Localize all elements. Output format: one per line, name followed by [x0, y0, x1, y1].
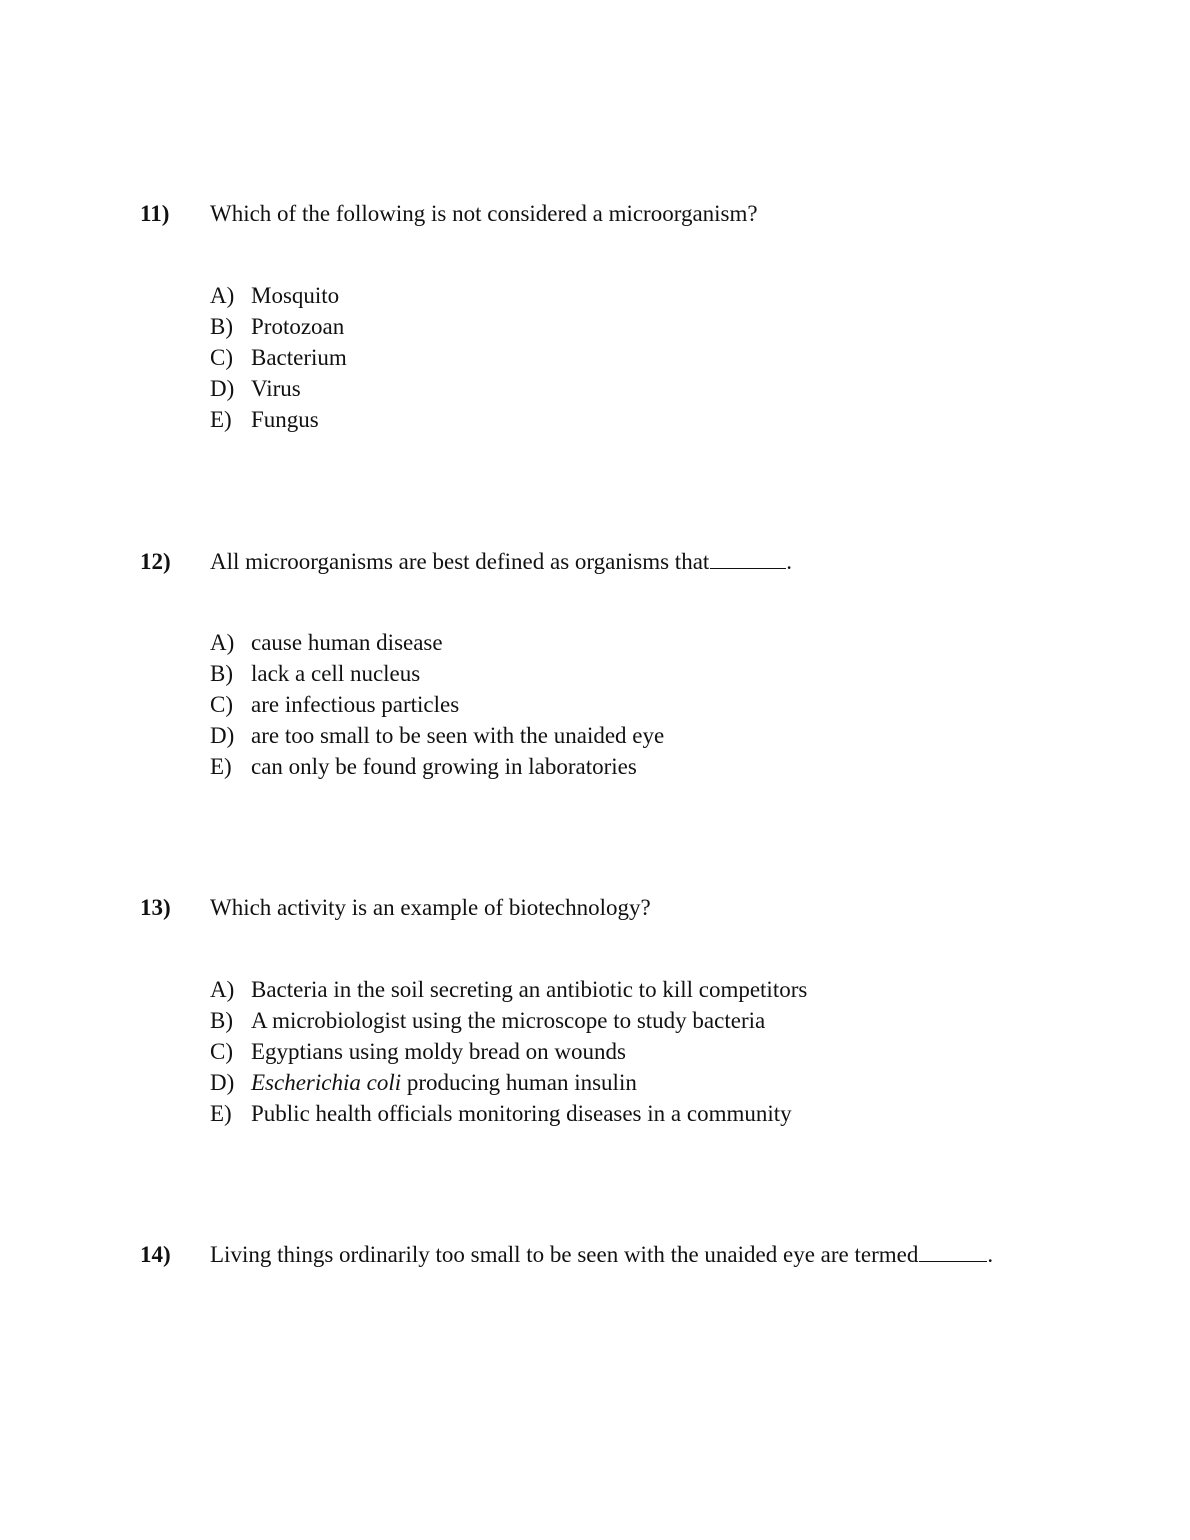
- question-tail: .: [987, 1242, 994, 1267]
- option-letter: B): [210, 314, 233, 339]
- answer-options: [210, 280, 347, 435]
- option-text: Mosquito: [251, 283, 340, 308]
- option-text: are too small to be seen with the unaided eye: [251, 723, 665, 748]
- answer-blank: [710, 548, 786, 569]
- option-a[interactable]: [210, 974, 807, 1005]
- option-text: can only be found growing in laboratories: [251, 754, 637, 779]
- question-stem: Which of the following is not considered a microorganism?: [210, 201, 758, 226]
- option-letter: B): [210, 1008, 233, 1033]
- option-c[interactable]: [210, 1036, 807, 1067]
- option-letter: E): [210, 407, 232, 432]
- option-e[interactable]: [210, 751, 664, 782]
- option-letter: C): [210, 692, 233, 717]
- answer-blank: [919, 1241, 987, 1262]
- option-letter: A): [210, 630, 235, 655]
- option-text: Public health officials monitoring diseases in a community: [251, 1101, 792, 1126]
- option-text: Egyptians using moldy bread on wounds: [251, 1039, 626, 1064]
- option-d[interactable]: [210, 373, 347, 404]
- option-letter: D): [210, 723, 235, 748]
- question-text: [210, 547, 792, 577]
- option-letter: A): [210, 977, 235, 1002]
- option-c[interactable]: [210, 689, 664, 720]
- question-number: 12): [140, 549, 171, 574]
- question-text: [210, 893, 651, 923]
- question-text: [210, 199, 758, 229]
- option-b[interactable]: [210, 311, 347, 342]
- option-letter: B): [210, 661, 233, 686]
- option-letter: E): [210, 1101, 232, 1126]
- option-text: Protozoan: [251, 314, 345, 339]
- option-d[interactable]: [210, 1067, 807, 1098]
- option-text: Bacterium: [251, 345, 347, 370]
- option-b[interactable]: [210, 658, 664, 689]
- option-letter: A): [210, 283, 235, 308]
- option-text: Virus: [251, 376, 301, 401]
- option-text: Bacteria in the soil secreting an antibiotic to kill competitors: [251, 977, 808, 1002]
- option-text: lack a cell nucleus: [251, 661, 421, 686]
- option-species-name: Escherichia coli: [251, 1070, 402, 1095]
- option-letter: C): [210, 1039, 233, 1064]
- option-letter: C): [210, 345, 233, 370]
- option-letter: D): [210, 376, 235, 401]
- question-number: 11): [140, 201, 170, 226]
- question-tail: .: [786, 549, 793, 574]
- question-stem: Living things ordinarily too small to be seen with the unaided eye are termed: [210, 1242, 919, 1267]
- option-text: cause human disease: [251, 630, 443, 655]
- option-b[interactable]: [210, 1005, 807, 1036]
- answer-options: [210, 974, 807, 1129]
- question-stem: Which activity is an example of biotechnology?: [210, 895, 651, 920]
- option-d[interactable]: [210, 720, 664, 751]
- option-letter: D): [210, 1070, 235, 1095]
- option-text: are infectious particles: [251, 692, 460, 717]
- option-a[interactable]: [210, 280, 347, 311]
- answer-options: [210, 627, 664, 782]
- option-e[interactable]: [210, 1098, 807, 1129]
- question-text: [210, 1240, 993, 1270]
- question-stem: All microorganisms are best defined as organisms that: [210, 549, 710, 574]
- question-number: 13): [140, 895, 171, 920]
- option-text: producing human insulin: [401, 1070, 637, 1095]
- option-text: A microbiologist using the microscope to study bacteria: [251, 1008, 766, 1033]
- question-number: 14): [140, 1242, 171, 1267]
- option-e[interactable]: [210, 404, 347, 435]
- option-text: Fungus: [251, 407, 319, 432]
- option-a[interactable]: [210, 627, 664, 658]
- option-letter: E): [210, 754, 232, 779]
- option-c[interactable]: [210, 342, 347, 373]
